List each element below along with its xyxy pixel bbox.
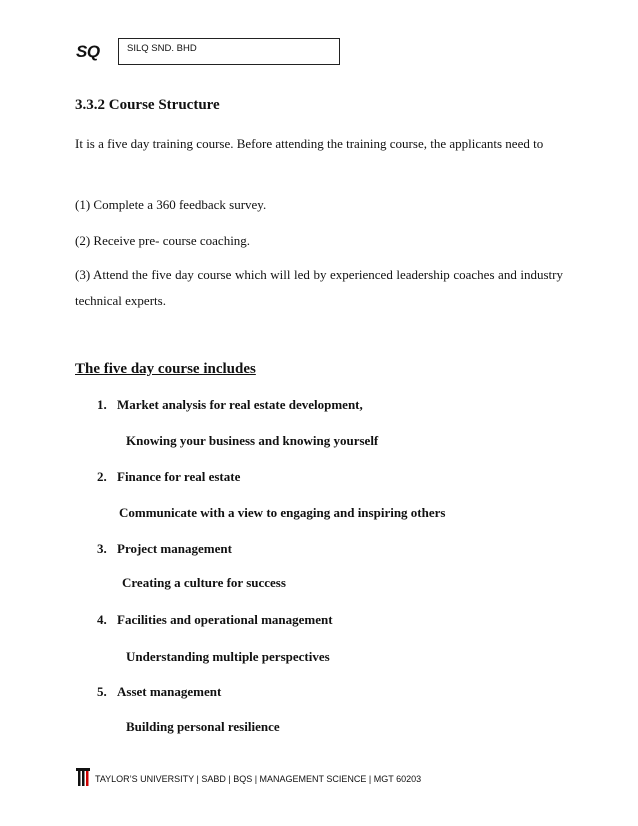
item-title: Asset management: [117, 684, 222, 699]
step-1: (1) Complete a 360 feedback survey.: [75, 197, 267, 212]
course-item-3: [97, 541, 232, 557]
course-item-2: [97, 469, 240, 485]
company-name-box: [118, 38, 340, 65]
item-title: Finance for real estate: [117, 469, 241, 484]
item-title: Market analysis for real estate development,: [117, 397, 363, 412]
course-heading: The five day course includes: [75, 361, 256, 377]
intro-paragraph: It is a five day training course. Before attending the training course, the applicants need to: [75, 136, 544, 151]
section-heading: 3.3.2 Course Structure: [75, 97, 220, 113]
item-number: 5.: [97, 684, 107, 699]
item-title: Facilities and operational management: [117, 612, 333, 627]
course-item-1: [97, 397, 363, 413]
course-item-1-desc: Knowing your business and knowing yourself: [126, 433, 379, 448]
course-item-2-desc: Communicate with a view to engaging and inspiring others: [119, 505, 446, 520]
course-item-4: [97, 612, 333, 628]
item-title: Project management: [117, 541, 232, 556]
course-item-4-desc: Understanding multiple perspectives: [126, 649, 330, 664]
step-3: (3) Attend the five day course which will led by experienced leadership coaches and industry technical experts.: [75, 267, 563, 308]
university-crest-icon: [76, 768, 90, 786]
course-item-5-desc: Building personal resilience: [126, 719, 280, 734]
company-logo: SQ: [76, 42, 100, 61]
item-number: 3.: [97, 541, 107, 556]
course-item-3-desc: Creating a culture for success: [122, 575, 286, 590]
item-number: 2.: [97, 469, 107, 484]
company-name: SILQ SND. BHD: [127, 43, 197, 54]
course-item-5: [97, 684, 221, 700]
footer-text: TAYLOR’S UNIVERSITY | SABD | BQS | MANAGEMENT SCIENCE | MGT 60203: [95, 774, 422, 784]
step-2: (2) Receive pre- course coaching.: [75, 233, 251, 248]
item-number: 4.: [97, 612, 107, 627]
item-number: 1.: [97, 397, 107, 412]
